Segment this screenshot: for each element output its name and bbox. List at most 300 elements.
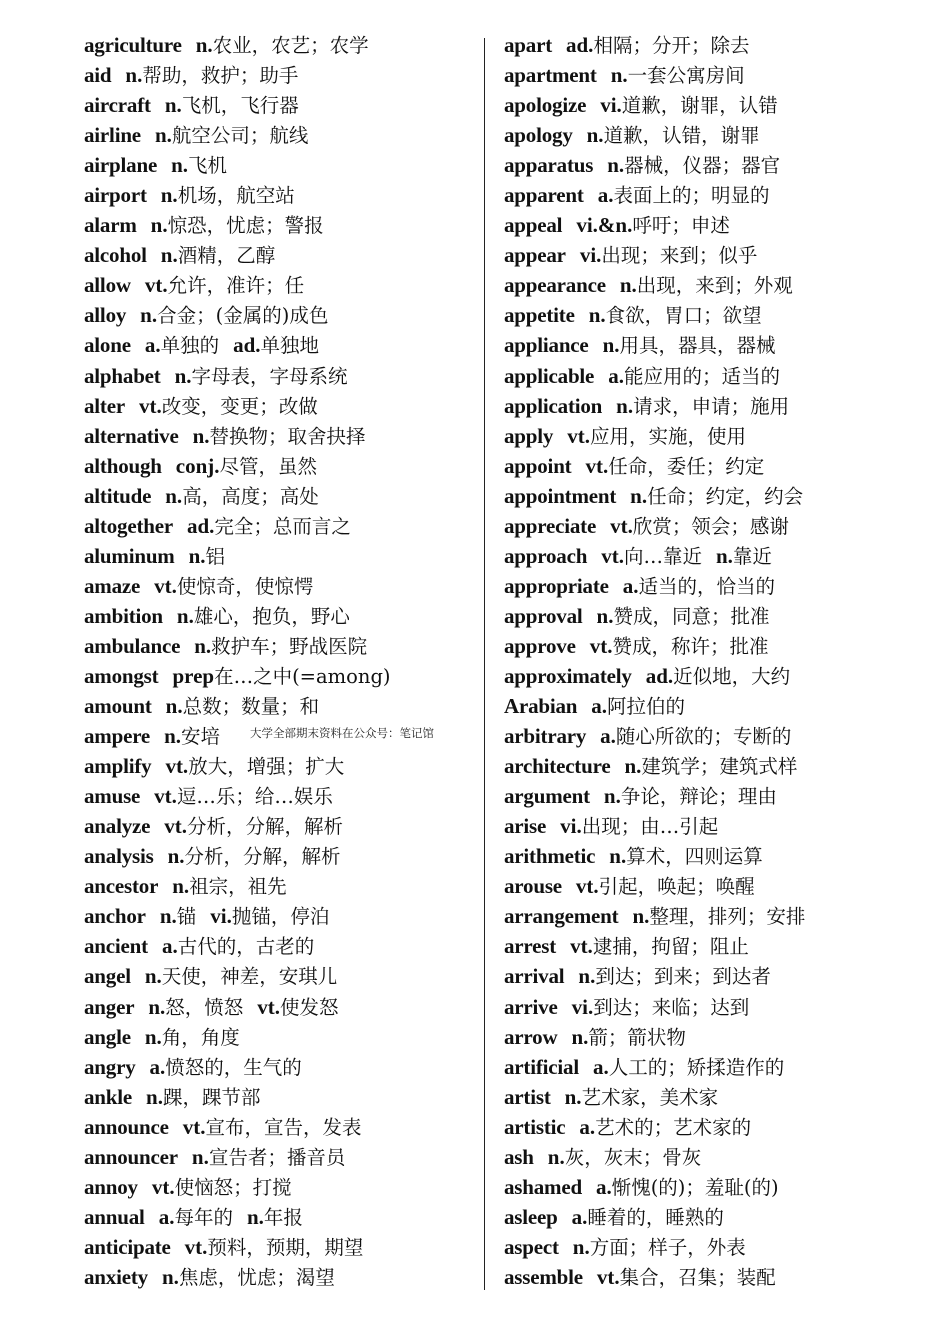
entry-sense	[611, 64, 745, 87]
entry-word: artist	[504, 1084, 551, 1109]
definition: 单独的	[160, 334, 220, 358]
part-of-speech: a.	[161, 934, 178, 959]
definition: 允许，准许；任	[167, 274, 305, 298]
entry-sense	[164, 815, 343, 838]
definition: 争论，辩论；理由	[620, 785, 777, 809]
definition: 焦虑，忧虑；渴望	[178, 1265, 335, 1289]
part-of-speech: n.	[588, 303, 606, 328]
part-of-speech: n.	[160, 243, 178, 268]
entry-sense	[560, 815, 718, 838]
entry-sense	[580, 244, 758, 267]
part-of-speech: a.	[597, 183, 614, 208]
entry-word: appearance	[504, 273, 606, 298]
entry-word: arithmetic	[504, 844, 596, 869]
part-of-speech: n.	[715, 543, 733, 568]
entry-sense	[145, 334, 219, 357]
vocab-entry	[504, 601, 934, 631]
entry-word: amplify	[84, 754, 152, 779]
part-of-speech: n.	[596, 603, 614, 628]
definition: 分析，分解，解析	[187, 815, 344, 839]
entry-sense	[145, 1026, 240, 1049]
definition: 逗…乐；给…娱乐	[176, 785, 333, 809]
entry-word: aspect	[504, 1234, 559, 1259]
definition: 道歉，认错，谢罪	[603, 124, 760, 148]
vocab-entry	[504, 1232, 934, 1262]
part-of-speech: vi.	[579, 243, 602, 268]
definition: 每年的	[174, 1205, 233, 1229]
part-of-speech: a.	[579, 1114, 596, 1139]
definition: 方面；样子，外表	[589, 1235, 746, 1259]
entry-sense	[632, 905, 805, 928]
definition: 表面上的；明显的	[613, 184, 770, 208]
vocab-entry	[504, 992, 934, 1022]
definition: 建筑学；建筑式样	[641, 755, 798, 779]
part-of-speech: ad.	[645, 663, 674, 688]
entry-word: appoint	[504, 453, 572, 478]
part-of-speech: vt.	[154, 784, 177, 809]
vocab-entry	[504, 60, 934, 90]
entry-word: airline	[84, 123, 141, 148]
part-of-speech: n.	[630, 483, 648, 508]
entry-sense	[591, 695, 685, 718]
entry-sense	[716, 545, 772, 568]
entry-sense	[233, 334, 319, 357]
entry-word: analysis	[84, 844, 154, 869]
part-of-speech: a.	[591, 694, 608, 719]
part-of-speech: vi.&n.	[576, 213, 633, 238]
part-of-speech: n.	[165, 694, 183, 719]
entry-sense	[610, 515, 789, 538]
entry-sense	[162, 1266, 335, 1289]
entry-sense	[608, 365, 780, 388]
part-of-speech: n.	[172, 874, 190, 899]
part-of-speech: n.	[171, 153, 189, 178]
definition: 宣告者；播音员	[208, 1145, 346, 1169]
part-of-speech: n.	[603, 784, 621, 809]
entry-sense	[616, 395, 789, 418]
part-of-speech: vt.	[567, 423, 590, 448]
definition: 宣布，宣告，发表	[205, 1115, 362, 1139]
entry-word: apologize	[504, 93, 587, 118]
definition: 铝	[205, 544, 226, 568]
entry-word: aluminum	[84, 543, 175, 568]
definition: 适当的，恰当的	[638, 574, 776, 598]
vocab-entry	[504, 751, 934, 781]
vocab-entry	[84, 961, 484, 991]
vocab-entry	[84, 391, 484, 421]
part-of-speech: vt.	[165, 754, 189, 779]
vocab-entry	[504, 871, 934, 901]
vocab-entry	[84, 751, 484, 781]
definition: 睡着的，睡熟的	[587, 1205, 724, 1229]
entry-word: ampere	[84, 724, 151, 749]
vocab-entry	[84, 1202, 484, 1232]
definition: 整理，排列；安排	[649, 905, 806, 929]
part-of-speech: n.	[619, 273, 637, 298]
entry-word: amount	[84, 694, 152, 719]
entry-sense	[620, 274, 793, 297]
entry-sense	[624, 755, 797, 778]
vocab-entry	[504, 1142, 934, 1172]
entry-word: airplane	[84, 153, 158, 178]
entry-word: approval	[504, 603, 583, 628]
entry-word: aid	[84, 63, 112, 88]
entry-word: appointment	[504, 483, 617, 508]
entry-word: anchor	[84, 904, 146, 929]
definition: 放大，增强；扩大	[188, 755, 345, 779]
entry-sense	[172, 665, 390, 688]
part-of-speech: vt.	[164, 814, 188, 839]
vocab-entry	[84, 120, 484, 150]
entry-sense	[165, 755, 344, 778]
part-of-speech: a.	[592, 1054, 609, 1079]
entry-sense	[192, 1146, 345, 1169]
entry-sense	[125, 64, 298, 87]
part-of-speech: n.	[192, 423, 210, 448]
entry-word: apply	[504, 423, 554, 448]
vocab-entry	[504, 1082, 934, 1112]
definition: 天使，神差，安琪儿	[161, 965, 338, 989]
entry-word: ambition	[84, 603, 163, 628]
entry-word: aircraft	[84, 93, 151, 118]
entry-word: anxiety	[84, 1264, 148, 1289]
definition: 飞机	[188, 154, 228, 178]
right-column	[504, 30, 934, 1292]
entry-sense	[572, 996, 750, 1019]
part-of-speech: vt.	[601, 543, 624, 568]
vocab-entry	[504, 541, 934, 571]
vocab-entry	[504, 90, 934, 120]
entry-word: announcer	[84, 1144, 178, 1169]
entry-sense	[194, 635, 367, 658]
part-of-speech: n.	[144, 964, 162, 989]
part-of-speech: n.	[624, 754, 642, 779]
definition: 出现；来到；似乎	[601, 244, 758, 268]
definition: 随心所欲的；专断的	[615, 725, 792, 749]
entry-sense	[160, 905, 196, 928]
part-of-speech: a.	[149, 1054, 166, 1079]
entry-word: ankle	[84, 1084, 133, 1109]
entry-word: announce	[84, 1114, 169, 1139]
entry-sense	[573, 1236, 746, 1259]
entry-word: alphabet	[84, 363, 161, 388]
entry-sense	[154, 785, 333, 808]
entry-sense	[155, 124, 308, 147]
definition: 近似地，大约	[673, 664, 791, 688]
entry-sense	[210, 905, 329, 928]
vocab-entry	[84, 1052, 484, 1082]
entry-word: argument	[504, 784, 590, 809]
part-of-speech: vi.	[560, 814, 582, 839]
entry-word: apology	[504, 123, 573, 148]
entry-sense	[165, 485, 318, 508]
vocab-entry	[504, 120, 934, 150]
definition: 逮捕，拘留；阻止	[592, 935, 749, 959]
definition: 使惊奇，使惊愕	[176, 574, 314, 598]
entry-sense	[578, 965, 770, 988]
definition: 算术，四则运算	[626, 845, 763, 869]
definition: 高，高度；高处	[182, 484, 319, 508]
part-of-speech: n.	[140, 303, 158, 328]
entry-word: alcohol	[84, 243, 147, 268]
part-of-speech: n.	[632, 904, 650, 929]
entry-sense	[623, 575, 775, 598]
entry-sense	[257, 996, 338, 1019]
vocab-entry	[504, 1022, 934, 1052]
vocab-entry	[84, 481, 484, 511]
vocab-entry	[84, 541, 484, 571]
part-of-speech: n.	[165, 483, 183, 508]
column-divider	[484, 38, 485, 1290]
vocab-entry	[504, 901, 934, 931]
entry-sense	[165, 94, 299, 117]
vocab-entry	[504, 961, 934, 991]
part-of-speech: a.	[595, 1174, 612, 1199]
entry-word: apartment	[504, 63, 597, 88]
vocab-entry	[504, 721, 934, 751]
vocab-entry	[84, 300, 484, 330]
entry-sense	[145, 274, 304, 297]
entry-sense	[567, 425, 746, 448]
part-of-speech: vi.	[571, 994, 594, 1019]
vocab-entry	[504, 841, 934, 871]
definition: 请求，申请；施用	[633, 394, 790, 418]
vocab-entry	[504, 150, 934, 180]
entry-word: arise	[504, 814, 547, 839]
entry-word: anticipate	[84, 1234, 171, 1259]
definition: 改变，变更；改做	[161, 394, 318, 418]
entry-sense	[603, 334, 776, 357]
part-of-speech: ad.	[233, 333, 261, 358]
vocab-entry	[84, 210, 484, 240]
entry-sense	[168, 845, 341, 868]
definition: 完全；总而言之	[214, 514, 351, 538]
part-of-speech: n.	[146, 1084, 163, 1109]
entry-word: alloy	[84, 303, 127, 328]
part-of-speech: a.	[622, 573, 639, 598]
vocab-entry	[84, 1082, 484, 1112]
part-of-speech: n.	[194, 633, 212, 658]
vocab-entry	[84, 90, 484, 120]
entry-word: appliance	[504, 333, 589, 358]
entry-word: ashamed	[504, 1174, 582, 1199]
definition: 惭愧(的)；羞耻(的)	[611, 1175, 779, 1199]
entry-sense	[570, 935, 749, 958]
entry-sense	[630, 485, 803, 508]
definition: 任命；约定，约会	[647, 484, 804, 508]
vocab-entry	[84, 270, 484, 300]
vocab-entry	[504, 811, 934, 841]
vocab-entry	[84, 841, 484, 871]
definition: 角，角度	[161, 1025, 240, 1049]
part-of-speech: a.	[600, 724, 616, 749]
part-of-speech: n.	[609, 844, 627, 869]
part-of-speech: vt.	[182, 1114, 206, 1139]
entry-sense	[177, 605, 350, 628]
part-of-speech: n.	[586, 123, 604, 148]
part-of-speech: n.	[246, 1204, 264, 1229]
part-of-speech: n.	[154, 123, 172, 148]
entry-word: arbitrary	[504, 724, 587, 749]
entry-sense	[172, 875, 286, 898]
entry-word: agriculture	[84, 33, 182, 57]
part-of-speech: vt.	[596, 1264, 620, 1289]
definition: 锚	[176, 905, 197, 929]
entry-word: airport	[84, 183, 147, 208]
part-of-speech: n.	[616, 393, 634, 418]
vocab-entry	[84, 330, 484, 360]
part-of-speech: prep	[172, 663, 215, 688]
definition: 任命，委任；约定	[608, 454, 765, 478]
entry-sense	[151, 214, 324, 237]
entry-sense	[576, 214, 730, 237]
entry-sense	[187, 515, 351, 538]
entry-sense	[162, 935, 314, 958]
vocab-entry	[504, 1052, 934, 1082]
entry-word: alone	[84, 333, 131, 358]
entry-sense	[171, 154, 227, 177]
definition: 出现；由…引起	[581, 815, 719, 839]
entry-word: ancestor	[84, 874, 159, 899]
vocab-entry	[84, 511, 484, 541]
entry-sense	[183, 1116, 362, 1139]
vocab-entry	[84, 781, 484, 811]
part-of-speech: ad.	[186, 513, 215, 538]
entry-word: application	[504, 393, 603, 418]
part-of-speech: n.	[125, 63, 143, 88]
vocab-entry	[504, 781, 934, 811]
definition: 出现，来到；外观	[636, 274, 793, 298]
definition: 赞成，同意；批准	[613, 604, 770, 628]
vocab-entry	[504, 391, 934, 421]
entry-word: artificial	[504, 1054, 579, 1079]
definition: 愤怒的，生气的	[165, 1055, 302, 1079]
entry-sense	[585, 455, 764, 478]
vocab-entry	[84, 871, 484, 901]
part-of-speech: a.	[158, 1204, 175, 1229]
definition: 道歉，谢罪，认错	[621, 94, 778, 118]
vocab-entry	[504, 511, 934, 541]
part-of-speech: n.	[547, 1144, 565, 1169]
entry-sense	[604, 785, 777, 808]
entry-word: appetite	[504, 303, 575, 328]
part-of-speech: vt.	[144, 273, 168, 298]
vocab-entry	[84, 60, 484, 90]
entry-word: artistic	[504, 1114, 566, 1139]
vocab-entry	[84, 240, 484, 270]
entry-word: approach	[504, 543, 588, 568]
part-of-speech: n.	[564, 1084, 582, 1109]
definition: 用具，器具，器械	[619, 334, 776, 358]
part-of-speech: n.	[174, 363, 192, 388]
part-of-speech: n.	[160, 183, 178, 208]
part-of-speech: n.	[571, 1024, 589, 1049]
part-of-speech: n.	[159, 904, 177, 929]
entry-word: ambulance	[84, 633, 181, 658]
part-of-speech: n.	[150, 213, 168, 238]
entry-sense	[145, 965, 337, 988]
part-of-speech: n.	[572, 1234, 590, 1259]
part-of-speech: vt.	[589, 633, 613, 658]
vocab-entry	[84, 180, 484, 210]
part-of-speech: n.	[610, 63, 628, 88]
vocab-entry	[84, 901, 484, 931]
entry-sense	[154, 575, 313, 598]
vocab-entry	[84, 931, 484, 961]
definition: 总数；数量；和	[182, 695, 320, 719]
vocab-entry	[84, 1022, 484, 1052]
left-column	[84, 30, 484, 1292]
entry-word: angle	[84, 1024, 131, 1049]
entry-sense	[598, 184, 770, 207]
part-of-speech: a.	[144, 333, 161, 358]
definition: 单独地	[260, 334, 320, 358]
part-of-speech: conj.	[175, 453, 220, 478]
definition: 欣赏；领会；感谢	[632, 514, 789, 538]
vocab-entry	[504, 1112, 934, 1142]
part-of-speech: vt.	[585, 453, 609, 478]
part-of-speech: vt.	[138, 393, 162, 418]
entry-word: arrest	[504, 934, 557, 959]
definition: 分析，分解，解析	[184, 845, 341, 869]
part-of-speech: a.	[571, 1204, 588, 1229]
definition: 向…靠近	[623, 544, 702, 568]
definition: 机场，航空站	[177, 184, 295, 208]
definition: 到达；来临；达到	[593, 995, 750, 1019]
entry-sense	[609, 845, 762, 868]
definition: 应用，实施，使用	[589, 424, 746, 448]
definition: 古代的，古老的	[177, 935, 315, 959]
vocab-entry	[504, 421, 934, 451]
part-of-speech: n.	[144, 1024, 162, 1049]
part-of-speech: vt.	[575, 874, 599, 899]
entry-sense	[607, 154, 780, 177]
part-of-speech: n.	[191, 1144, 209, 1169]
definition: 靠近	[732, 544, 772, 568]
definition: 祖宗，祖先	[189, 875, 287, 899]
part-of-speech: vt.	[184, 1234, 208, 1259]
entry-sense	[175, 365, 348, 388]
part-of-speech: n.	[164, 93, 182, 118]
entry-word: Arabian	[504, 694, 578, 719]
vocab-entry	[504, 300, 934, 330]
vocab-entry	[504, 270, 934, 300]
entry-word: ancient	[84, 934, 148, 959]
entry-sense	[590, 635, 769, 658]
vocab-entry	[84, 661, 484, 691]
entry-word: apart	[504, 33, 552, 57]
entry-sense	[152, 1176, 292, 1199]
entry-word: altitude	[84, 483, 152, 508]
definition: 阿拉伯的	[607, 695, 686, 719]
definition: 怒，愤怒	[165, 995, 244, 1019]
part-of-speech: vt.	[610, 513, 633, 538]
entry-sense	[150, 1056, 302, 1079]
entry-word: approve	[504, 633, 576, 658]
vocab-entry	[84, 691, 484, 721]
part-of-speech: vt.	[570, 934, 593, 959]
part-of-speech: vt.	[257, 994, 281, 1019]
vocab-entry	[84, 361, 484, 391]
entry-word: alter	[84, 393, 125, 418]
vocab-entry	[504, 451, 934, 481]
part-of-speech: n.	[167, 844, 185, 869]
entry-word: appropriate	[504, 573, 609, 598]
vocab-entry	[84, 1142, 484, 1172]
entry-word: annual	[84, 1204, 145, 1229]
definition: 一套公寓房间	[627, 64, 745, 88]
entry-word: anger	[84, 994, 135, 1019]
